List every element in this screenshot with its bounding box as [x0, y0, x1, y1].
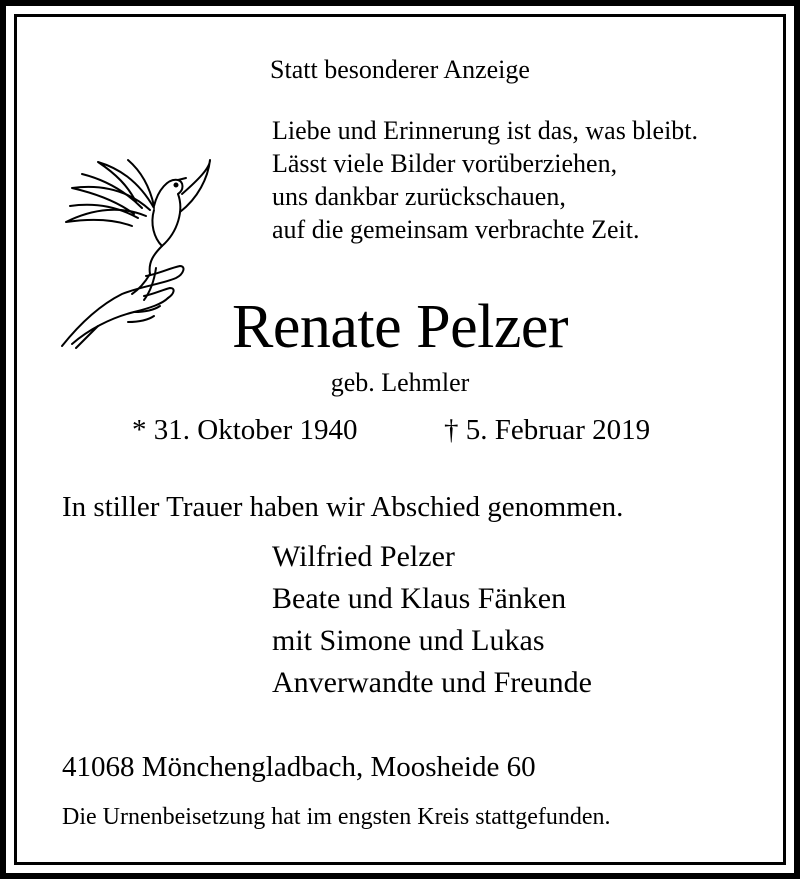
mourning-line: In stiller Trauer haben wir Abschied genommen.	[62, 491, 624, 523]
family-member-3: mit Simone und Lukas	[272, 624, 545, 657]
birth-date: * 31. Oktober 1940	[132, 414, 358, 446]
verse-line-4: auf die gemeinsam verbrachte Zeit.	[272, 215, 640, 244]
death-date: † 5. Februar 2019	[444, 414, 651, 446]
deceased-name: Renate Pelzer	[231, 293, 569, 361]
verse-line-3: uns dankbar zurückschauen,	[272, 182, 566, 211]
notice-header: Statt besonderer Anzeige	[270, 55, 530, 84]
address: 41068 Mönchengladbach, Moosheide 60	[62, 751, 536, 783]
family-member-4: Anverwandte und Freunde	[272, 666, 592, 699]
verse-line-2: Lässt viele Bilder vorüberziehen,	[272, 149, 618, 178]
verse-line-1: Liebe und Erinnerung ist das, was bleibt.	[272, 116, 699, 145]
burial-note: Die Urnenbeisetzung hat im engsten Kreis stattgefunden.	[62, 804, 611, 830]
family-member-1: Wilfried Pelzer	[272, 540, 455, 573]
birth-name: geb. Lehmler	[330, 368, 470, 397]
family-member-2: Beate und Klaus Fänken	[272, 582, 567, 615]
